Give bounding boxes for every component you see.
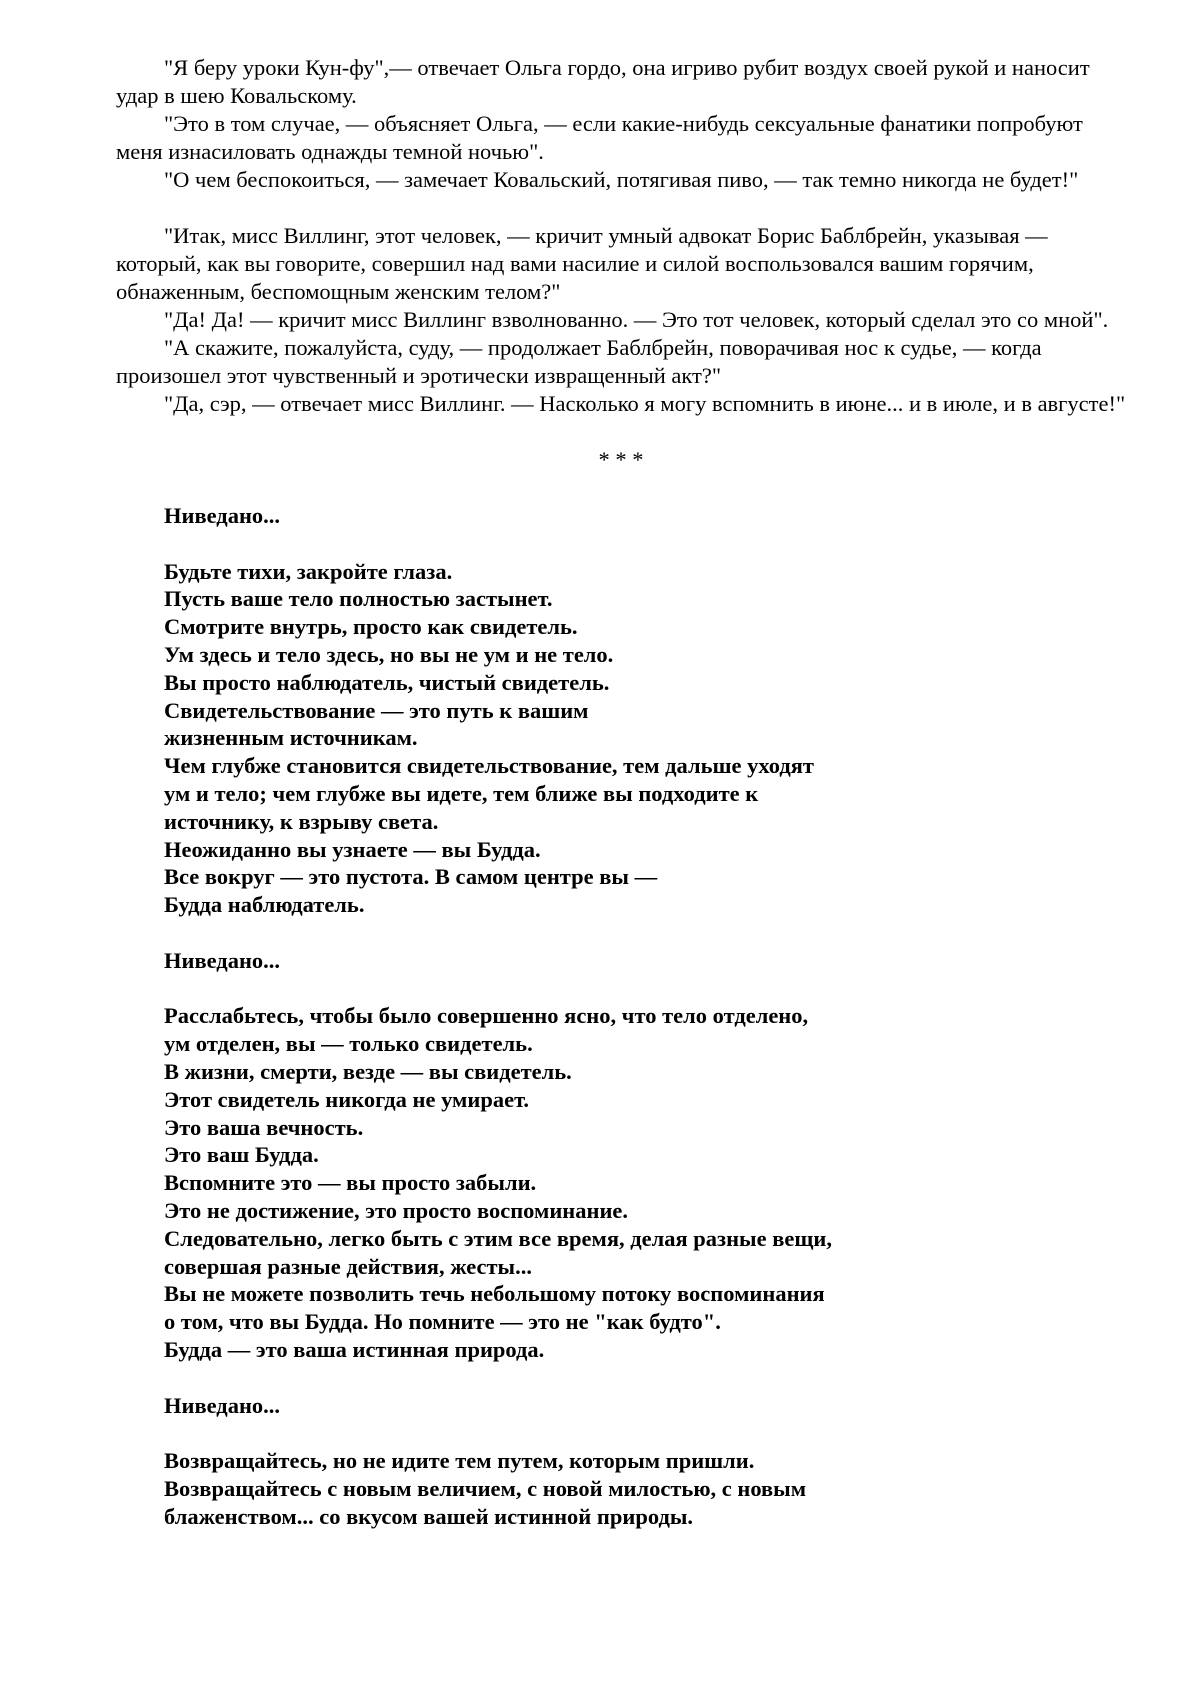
- meditation-line: ум отделен, вы — только свидетель.: [164, 1031, 533, 1057]
- meditation-section: [164, 502, 1126, 1530]
- meditation-line: Вы не можете позволить течь небольшому потоку воспоминания: [164, 1281, 825, 1307]
- meditation-line: Это не достижение, это просто воспоминание.: [164, 1197, 629, 1223]
- meditation-line: Смотрите внутрь, просто как свидетель.: [164, 614, 578, 640]
- meditation-line: источнику, к взрыву света.: [164, 808, 439, 834]
- meditation-line: ум и тело; чем глубже вы идете, тем ближе вы подходите к: [164, 780, 759, 806]
- meditation-line: Будда наблюдатель.: [164, 892, 365, 918]
- stanza-gap: [164, 1419, 1126, 1447]
- meditation-line: совершая разные действия, жесты...: [164, 1253, 532, 1279]
- meditation-line: Возвращайтесь с новым величием, с новой милостью, с новым: [164, 1475, 807, 1501]
- meditation-heading: Ниведано...: [164, 1392, 281, 1418]
- section-separator: * * *: [598, 447, 644, 472]
- paragraph: "Да! Да! — кричит мисс Виллинг взволнованно. — Это тот человек, который сделал это со мной".: [164, 307, 1109, 332]
- meditation-line: Будда — это ваша истинная природа.: [164, 1336, 545, 1362]
- meditation-line: В жизни, смерти, везде — вы свидетель.: [164, 1058, 572, 1084]
- meditation-line: Все вокруг — это пустота. В самом центре вы —: [164, 864, 658, 890]
- meditation-line: Вы просто наблюдатель, чистый свидетель.: [164, 669, 610, 695]
- meditation-line: Расслабьтесь, чтобы было совершенно ясно, что тело отделено,: [164, 1003, 809, 1029]
- meditation-line: Следовательно, легко быть с этим все время, делая разные вещи,: [164, 1225, 832, 1251]
- meditation-line: Вспомните это — вы просто забыли.: [164, 1170, 537, 1196]
- paragraph: "А скажите, пожалуйста, суду, — продолжает Баблбрейн, поворачивая нос к судье, — когда произошел этот чувственный и эротически извращенный акт?": [116, 335, 1042, 388]
- meditation-line: Будьте тихи, закройте глаза.: [164, 558, 453, 584]
- stanza-gap: [164, 1364, 1126, 1392]
- meditation-line: Это ваша вечность.: [164, 1114, 364, 1140]
- paragraph: "Итак, мисс Виллинг, этот человек, — кричит умный адвокат Борис Баблбрейн, указывая — который, как вы говорите, совершил над вами насилие и силой воспользовался вашим горячим, обнаженным, беспомощным женским телом?": [116, 223, 1048, 304]
- joke-section: [116, 54, 1126, 418]
- meditation-heading: Ниведано...: [164, 947, 281, 973]
- meditation-line: жизненным источникам.: [164, 725, 418, 751]
- meditation-line: Неожиданно вы узнаете — вы Будда.: [164, 836, 541, 862]
- meditation-heading: Ниведано...: [164, 503, 281, 528]
- meditation-line: Это ваш Будда.: [164, 1142, 319, 1168]
- paragraph: "Это в том случае, — объясняет Ольга, — если какие-нибудь сексуальные фанатики попробуют меня изнасиловать однажды темной ночью".: [116, 111, 1083, 164]
- meditation-line: Ум здесь и тело здесь, но вы не ум и не тело.: [164, 641, 614, 667]
- meditation-line: Свидетельствование — это путь к вашим: [164, 697, 589, 723]
- meditation-line: блаженством... со вкусом вашей истинной природы.: [164, 1503, 694, 1529]
- paragraph: "О чем беспокоиться, — замечает Ковальский, потягивая пиво, — так темно никогда не будет!": [164, 167, 1079, 192]
- meditation-line: Чем глубже становится свидетельствование, тем дальше уходят: [164, 753, 814, 779]
- paragraph-gap: [116, 194, 1126, 222]
- meditation-line: Возвращайтесь, но не идите тем путем, которым пришли.: [164, 1448, 755, 1474]
- stanza-gap: [164, 919, 1126, 947]
- meditation-line: о том, что вы Будда. Но помните — это не "как будто".: [164, 1309, 721, 1335]
- meditation-line: Пусть ваше тело полностью застынет.: [164, 586, 553, 612]
- stanza-gap: [164, 975, 1126, 1003]
- stanza-gap: [164, 530, 1126, 558]
- paragraph: "Я беру уроки Кун-фу",— отвечает Ольга гордо, она игриво рубит воздух своей рукой и наносит удар в шею Ковальскому.: [116, 55, 1090, 108]
- paragraph: "Да, сэр, — отвечает мисс Виллинг. — Насколько я могу вспомнить в июне... и в июле, и в августе!": [164, 391, 1126, 416]
- document-page: [116, 54, 1126, 1530]
- meditation-line: Этот свидетель никогда не умирает.: [164, 1086, 530, 1112]
